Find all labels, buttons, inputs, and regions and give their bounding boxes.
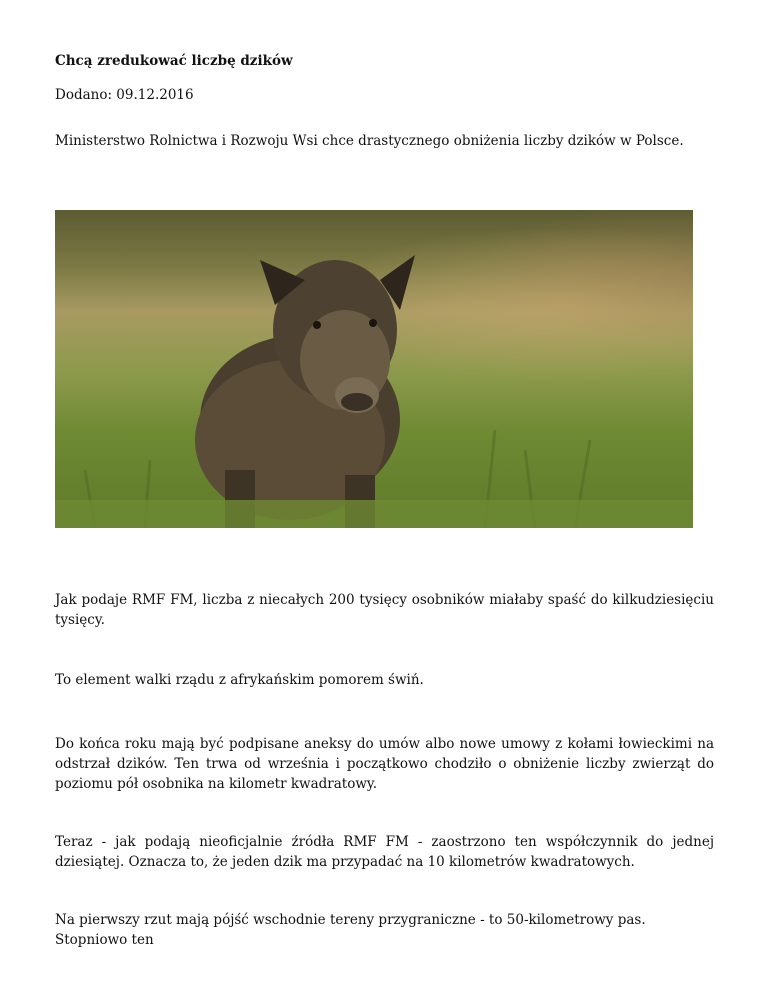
wild-boar-illustration (55, 210, 693, 528)
article-paragraph-1: Jak podaje RMF FM, liczba z niecałych 200 tysięcy osobników miałaby spaść do kilkudziesięciu tysięcy. (55, 592, 714, 628)
article-date: Dodano: 09.12.2016 (55, 87, 194, 103)
wild-boar-photo (55, 210, 693, 528)
article-paragraph-4: Teraz - jak podają nieoficjalnie źródła RMF FM - zaostrzono ten współczynnik do jednej dziesiątej. Oznacza to, że jeden dzik ma przypadać na 10 kilometrów kwadratowych. (55, 834, 714, 870)
article-lead: Ministerstwo Rolnictwa i Rozwoju Wsi chce drastycznego obniżenia liczby dzików w Polsce. (55, 133, 684, 149)
article-paragraph-2: To element walki rządu z afrykańskim pomorem świń. (55, 672, 424, 688)
article-title: Chcą zredukować liczbę dzików (55, 53, 293, 69)
article-paragraph-3: Do końca roku mają być podpisane aneksy do umów albo nowe umowy z kołami łowieckimi na odstrzał dzików. Ten trwa od września i początkowo chodziło o obniżenie liczby zwierząt do poziomu pół osobnika na kilometr kwadratowy. (55, 736, 714, 792)
article-paragraph-5: Na pierwszy rzut mają pójść wschodnie tereny przygraniczne - to 50-kilometrowy pas. Stopniowo ten (55, 912, 646, 948)
